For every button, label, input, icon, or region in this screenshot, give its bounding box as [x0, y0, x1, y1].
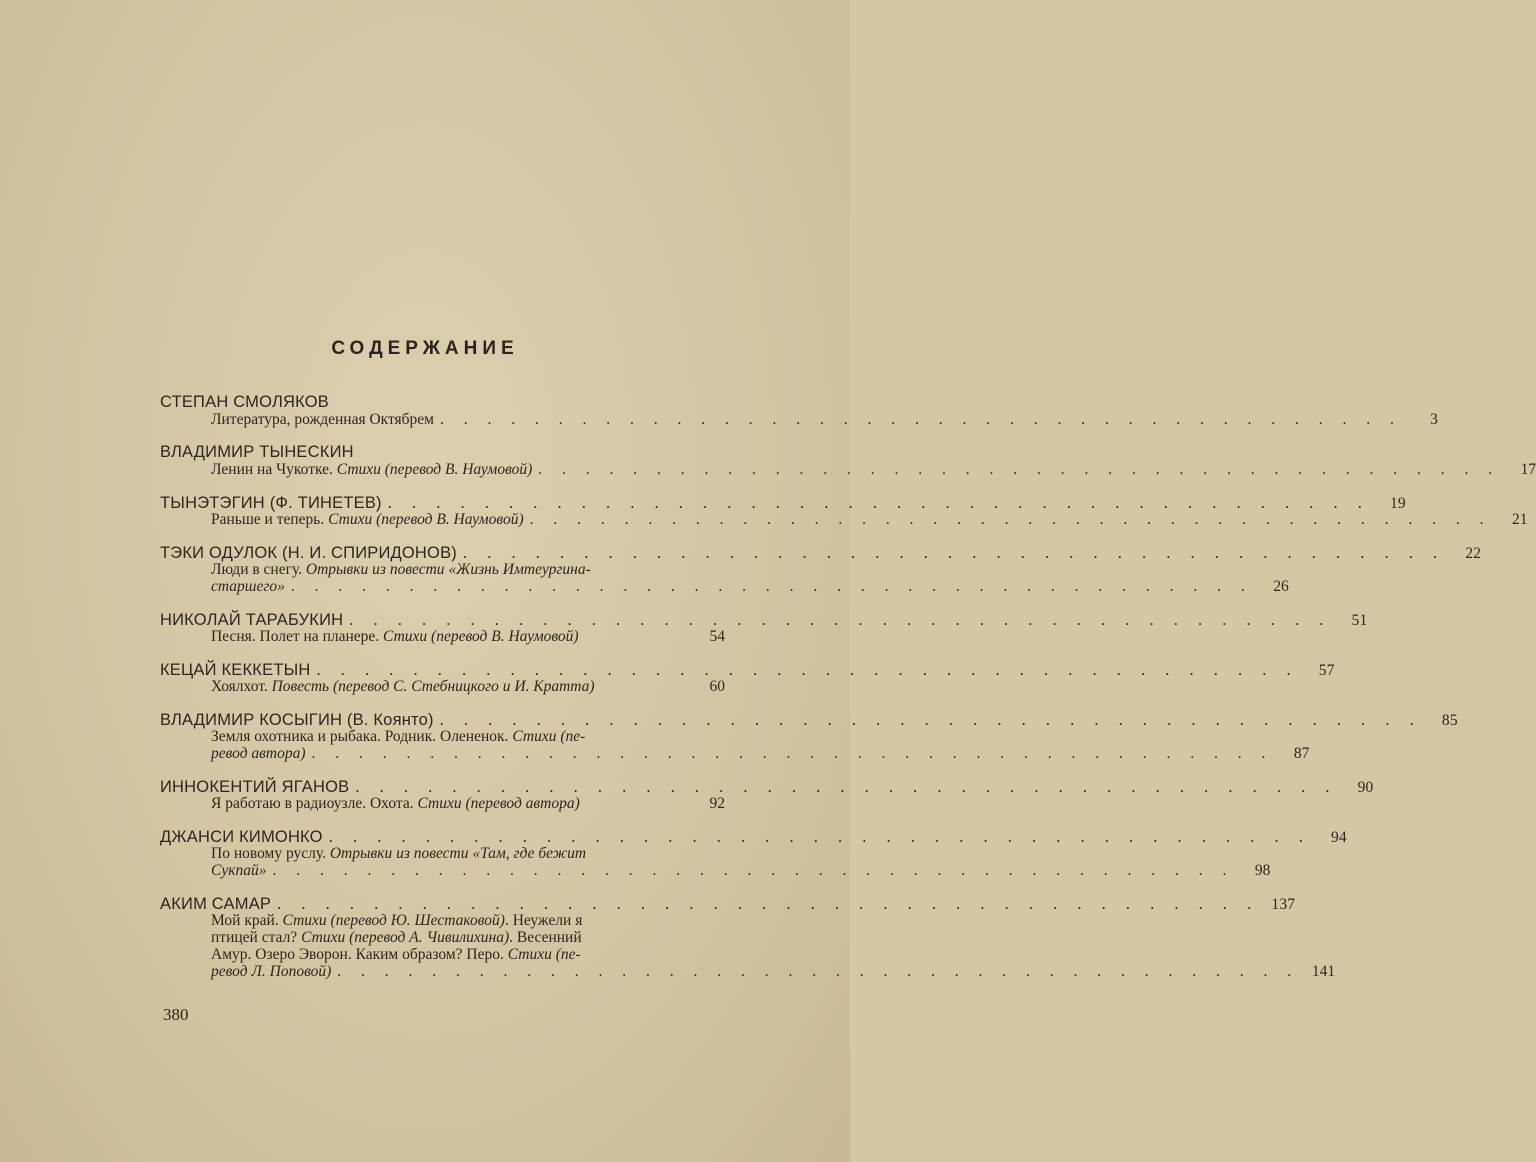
work-page-number: 87	[1293, 745, 1310, 762]
work-page-number: 17	[1520, 461, 1536, 478]
toc-author-line	[160, 710, 1458, 729]
work-title	[211, 628, 579, 645]
toc-entry	[160, 393, 1438, 428]
work-title	[211, 461, 532, 478]
work-name: Хоялхот.	[211, 678, 272, 695]
toc-work-line	[160, 745, 1310, 762]
toc-entry	[160, 710, 1458, 762]
toc-entry	[160, 443, 1536, 478]
work-page-number: 92	[709, 795, 725, 812]
work-name: Люди в снегу.	[211, 561, 306, 578]
work-title	[211, 745, 306, 762]
toc-work-line	[160, 628, 725, 645]
toc-author-line	[160, 777, 1374, 796]
work-annotation: старшего»	[211, 578, 285, 595]
work-annotation: ревод автора)	[211, 745, 306, 762]
author-page-number: 94	[1330, 829, 1347, 846]
dot-leader: . . . . . . . . . . . . . . . . . . . . . . . . . . . . . . . . . . . . . . . . .	[272, 862, 1235, 879]
work-annotation: Стихи (перевод В. Наумовой)	[328, 511, 524, 528]
author-page-number: 19	[1389, 495, 1406, 512]
work-title	[211, 728, 585, 745]
toc-entry	[160, 827, 1347, 879]
toc-work-line	[160, 561, 725, 578]
toc-work-line	[160, 411, 1438, 428]
dot-leader: . . . . . . . . . . . . . . . . . . . . . . . . . . . . . . . . . . . . . . . . .	[355, 777, 1338, 796]
work-page-number: 54	[709, 628, 725, 645]
dot-leader: . . . . . . . . . . . . . . . . . . . . . . . . . . . . . . . . . . . . . . . . .	[290, 578, 1253, 595]
work-annotation: Отрывки из повести «Там, где бежит	[329, 845, 587, 862]
work-name: птицей стал?	[211, 929, 302, 946]
author-name: ТЭКИ ОДУЛОК (Н. И. СПИРИДОНОВ)	[160, 544, 457, 562]
toc-author-line	[160, 394, 725, 411]
dot-leader: . . . . . . . . . . . . . . . . . . . . . . . . . . . . . . . . . . . . . . . . .	[439, 710, 1422, 729]
author-name: ИННОКЕНТИЙ ЯГАНОВ	[160, 778, 350, 796]
work-title	[211, 578, 285, 595]
work-title	[211, 946, 581, 963]
toc-work-line	[160, 912, 725, 929]
work-title	[211, 862, 266, 879]
dot-leader: . . . . . . . . . . . . . . . . . . . . . . . . . . . . . . . . . . . . . . . . .	[529, 511, 1492, 528]
work-name: . Весенний	[509, 929, 582, 946]
author-name: СТЕПАН СМОЛЯКОВ	[160, 393, 329, 411]
toc-work-line	[160, 862, 1271, 879]
dot-leader: . . . . . . . . . . . . . . . . . . . . . . . . . . . . . . . . . . . . . . . . .	[277, 894, 1260, 913]
dot-leader: . . . . . . . . . . . . . . . . . . . . . . . . . . . . . . . . . . . . . . . . .	[349, 610, 1332, 629]
toc-work-line	[160, 795, 725, 812]
toc-work-line	[160, 963, 1336, 980]
toc-entry	[160, 493, 1528, 528]
work-title	[211, 795, 580, 812]
work-page-number: 26	[1273, 578, 1289, 595]
toc-author-line	[160, 543, 1482, 562]
work-title	[211, 678, 595, 695]
work-title	[211, 845, 586, 862]
author-name: АКИМ САМАР	[160, 895, 272, 913]
toc-author-line	[160, 894, 1296, 913]
author-name: ВЛАДИМИР КОСЫГИН (В. Коянто)	[160, 711, 434, 729]
work-name: Литература, рожденная Октябрем	[211, 411, 434, 428]
toc-author-line	[160, 660, 1335, 679]
work-name: Мой край.	[211, 912, 283, 929]
work-annotation: Сукпай»	[211, 862, 267, 879]
toc-entry	[160, 894, 1336, 980]
work-title	[211, 511, 524, 528]
work-annotation: Повесть (перевод С. Стебницкого и И. Кратта)	[271, 678, 595, 695]
toc-author-line	[160, 827, 1347, 846]
author-page-number: 51	[1351, 612, 1368, 629]
author-name: ДЖАНСИ КИМОНКО	[160, 828, 323, 846]
page-title: СОДЕРЖАНИЕ	[331, 338, 519, 359]
dot-leader: . . . . . . . . . . . . . . . . . . . . . . . . . . . . . . . . . . . . . . . . .	[311, 745, 1274, 762]
work-annotation: ревод Л. Поповой)	[211, 963, 332, 980]
work-name: Песня. Полет на планере.	[211, 628, 384, 645]
work-title	[211, 411, 434, 428]
toc-work-line	[160, 845, 725, 862]
toc-work-line	[160, 678, 725, 695]
toc-author-line	[160, 444, 725, 461]
work-annotation: Стихи (перевод Ю. Шестаковой)	[282, 912, 505, 929]
work-title	[211, 963, 331, 980]
toc-entry	[160, 660, 1335, 695]
toc-work-line	[160, 929, 725, 946]
author-name: НИКОЛАЙ ТАРАБУКИН	[160, 611, 344, 629]
work-page-number: 60	[709, 678, 725, 695]
work-title	[211, 929, 582, 946]
toc-work-line	[160, 728, 725, 745]
work-page-number: 3	[1430, 411, 1438, 428]
dot-leader: . . . . . . . . . . . . . . . . . . . . . . . . . . . . . . . . . . . . . . . . .	[538, 461, 1501, 478]
dot-leader: . . . . . . . . . . . . . . . . . . . . . . . . . . . . . . . . . . . . . . . . .	[387, 493, 1370, 512]
toc-work-line	[160, 578, 1289, 595]
dot-leader: . . . . . . . . . . . . . . . . . . . . . . . . . . . . . . . . . . . . . . . . .	[440, 411, 1402, 428]
dot-leader: . . . . . . . . . . . . . . . . . . . . . . . . . . . . . . . . . . . . . . . . .	[337, 963, 1300, 980]
work-annotation: Стихи (перевод А. Чивилихина)	[301, 929, 510, 946]
work-title	[211, 912, 582, 929]
work-page-number: 21	[1512, 511, 1528, 528]
work-annotation: Стихи (перевод В. Наумовой)	[383, 628, 579, 645]
toc-work-line	[160, 461, 1536, 478]
author-page-number: 85	[1441, 712, 1458, 729]
work-page-number: 98	[1254, 862, 1271, 879]
work-name: Земля охотника и рыбака. Родник. Олененок.	[211, 728, 513, 745]
work-name: . Неужели я	[504, 912, 583, 929]
author-page-number: 137	[1271, 896, 1296, 913]
table-of-contents	[160, 393, 1536, 996]
author-name: ТЫНЭТЭГИН (Ф. ТИНЕТЕВ)	[160, 494, 382, 512]
author-page-number: 22	[1465, 545, 1482, 562]
author-page-number: 90	[1357, 779, 1374, 796]
page-number: 380	[163, 1005, 189, 1024]
toc-work-line	[160, 946, 725, 963]
work-annotation: Стихи (перевод В. Наумовой)	[336, 461, 533, 478]
author-name: ВЛАДИМИР ТЫНЕСКИН	[160, 443, 354, 461]
dot-leader: . . . . . . . . . . . . . . . . . . . . . . . . . . . . . . . . . . . . . . . . .	[316, 660, 1299, 679]
author-name: КЕЦАЙ КЕККЕТЫН	[160, 661, 311, 679]
toc-author-line	[160, 610, 1368, 629]
work-annotation: Стихи (пе-	[512, 728, 586, 745]
author-page-number: 57	[1318, 662, 1335, 679]
dot-leader: . . . . . . . . . . . . . . . . . . . . . . . . . . . . . . . . . . . . . . . . .	[462, 543, 1446, 562]
toc-author-line	[160, 493, 1406, 512]
work-name: Амур. Озеро Эворон. Каким образом? Перо.	[211, 946, 508, 963]
work-name: Ленин на Чукотке.	[211, 461, 337, 478]
dot-leader: . . . . . . . . . . . . . . . . . . . . . . . . . . . . . . . . . . . . . . . . .	[328, 827, 1311, 846]
toc-entry	[160, 610, 1368, 645]
work-title	[211, 561, 591, 578]
toc-work-line	[160, 511, 1528, 528]
toc-entry	[160, 543, 1482, 595]
work-page-number: 141	[1311, 963, 1336, 980]
toc-entry	[160, 777, 1374, 812]
work-annotation: Стихи (перевод автора)	[417, 795, 580, 812]
work-name: Раньше и теперь.	[211, 511, 329, 528]
work-name: По новому руслу.	[211, 845, 330, 862]
work-annotation: Отрывки из повести «Жизнь Имтеургина-	[305, 561, 591, 578]
work-annotation: Стихи (пе-	[507, 946, 581, 963]
work-name: Я работаю в радиоузле. Охота.	[211, 795, 418, 812]
